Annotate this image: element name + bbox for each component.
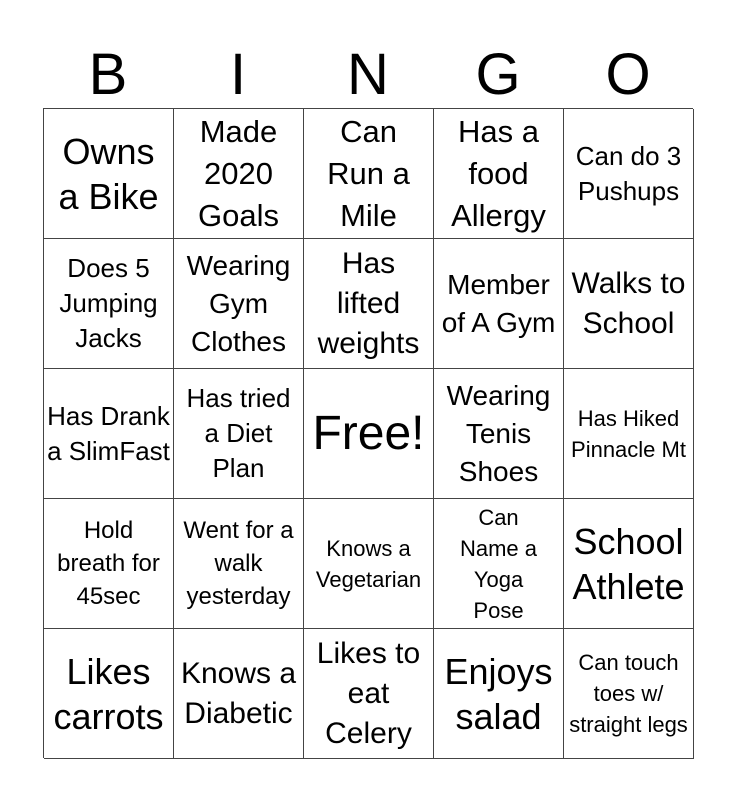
cell-text: Went for a walk yesterday (183, 517, 294, 610)
bingo-cell[interactable] (304, 239, 434, 369)
bingo-cell[interactable] (434, 369, 564, 499)
bingo-cell[interactable] (564, 499, 694, 629)
cell-text: Has lifted weights (317, 246, 420, 360)
bingo-cell[interactable] (434, 499, 564, 629)
cell-text: Owns a Bike (58, 130, 159, 217)
cell-text: Can Name a Yoga Pose (459, 504, 538, 623)
cell-text: Has Drank a SlimFast (47, 400, 170, 466)
cell-text: Wearing Tenis Shoes (446, 379, 551, 487)
cell-text: Can touch toes w/ straight legs (569, 650, 688, 737)
cell-text: Hold breath for 45sec (57, 517, 160, 610)
bingo-cell[interactable] (434, 629, 564, 759)
cell-text: Walks to School (571, 266, 686, 340)
bingo-cell[interactable] (564, 109, 694, 239)
free-space-text: Free! (312, 406, 425, 460)
cell-text: Can Run a Mile (327, 113, 410, 233)
cell-text: Can do 3 Pushups (575, 140, 682, 206)
cell-text: Has tried a Diet Plan (186, 383, 291, 483)
header-letter-i: I (229, 42, 247, 107)
bingo-cell[interactable] (304, 629, 434, 759)
cell-text: Has a food Allergy (451, 113, 546, 233)
free-space-cell[interactable] (304, 369, 434, 499)
bingo-cell[interactable] (174, 109, 304, 239)
cell-text: Likes carrots (53, 650, 164, 737)
bingo-cell[interactable] (564, 239, 694, 369)
header-letter-b: B (88, 42, 128, 107)
bingo-header (43, 42, 693, 108)
cell-text: Has Hiked Pinnacle Mt (571, 405, 686, 462)
bingo-cell[interactable] (304, 499, 434, 629)
bingo-cell[interactable] (434, 239, 564, 369)
header-letter-o: O (605, 42, 651, 107)
bingo-board (43, 108, 693, 758)
cell-text: Does 5 Jumping Jacks (59, 253, 158, 353)
bingo-cell[interactable] (564, 369, 694, 499)
bingo-cell[interactable] (44, 109, 174, 239)
bingo-cell[interactable] (434, 109, 564, 239)
bingo-cell[interactable] (44, 499, 174, 629)
bingo-cell[interactable] (174, 239, 304, 369)
cell-text: Likes to eat Celery (316, 636, 421, 750)
bingo-cell[interactable] (304, 109, 434, 239)
header-letter-g: G (475, 42, 521, 107)
cell-text: Wearing Gym Clothes (186, 249, 291, 357)
bingo-cell[interactable] (174, 629, 304, 759)
bingo-cell[interactable] (44, 239, 174, 369)
bingo-cell[interactable] (564, 629, 694, 759)
cell-text: Member of A Gym (441, 268, 556, 338)
bingo-cell[interactable] (44, 629, 174, 759)
cell-text: Made 2020 Goals (198, 113, 279, 233)
bingo-cell[interactable] (44, 369, 174, 499)
cell-text: Knows a Vegetarian (315, 535, 422, 592)
bingo-cell[interactable] (174, 499, 304, 629)
cell-text: School Athlete (572, 520, 685, 607)
header-letter-n: N (347, 42, 389, 107)
cell-text: Enjoys salad (444, 650, 553, 737)
bingo-cell[interactable] (174, 369, 304, 499)
cell-text: Knows a Diabetic (180, 656, 297, 730)
